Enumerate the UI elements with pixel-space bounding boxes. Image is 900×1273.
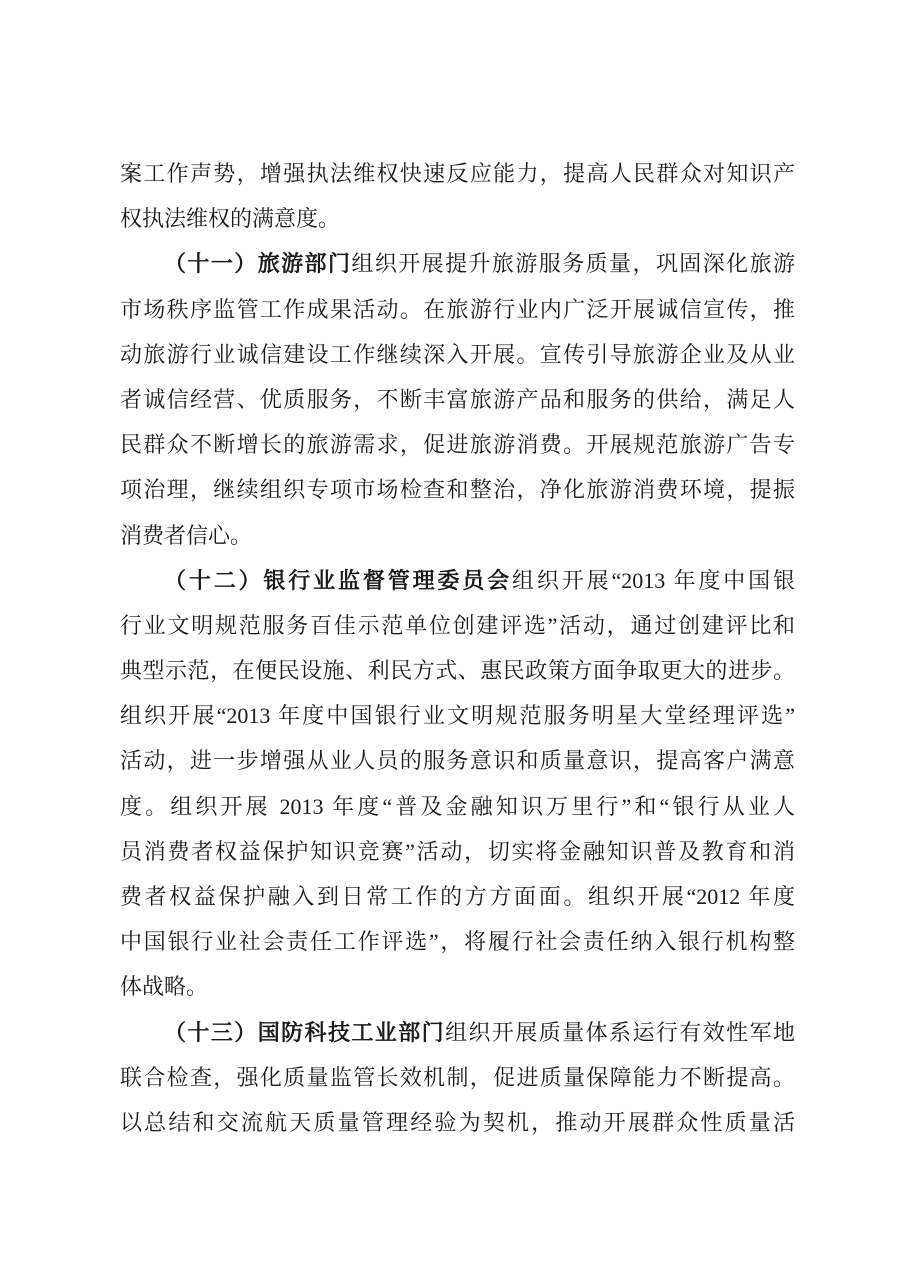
text-line: 典型示范，在便民设施、利民方式、惠民政策方面争取更大的进步。 (120, 658, 795, 684)
section-heading-11: （十一）旅游部门 (164, 251, 352, 277)
text-line: 项治理，继续组织专项市场检查和整治，净化旅游消费环境，提振 (120, 477, 795, 503)
text-line: 组织开展“2013 年度中国银行业文明规范服务明星大堂经理评选” (120, 703, 795, 729)
text-line: 民群众不断增长的旅游需求，促进旅游消费。开展规范旅游广告专 (120, 432, 795, 458)
text-line: 消费者信心。 (120, 522, 253, 548)
text-line: 权执法维权的满意度。 (120, 206, 341, 232)
text-line: 员消费者权益保护知识竞赛”活动，切实将金融知识普及教育和消 (120, 838, 795, 864)
text-line: 动旅游行业诚信建设工作继续深入开展。宣传引导旅游企业及从业 (120, 341, 795, 367)
paragraph-section-13-defense-industry (120, 1010, 795, 1146)
text-line: 案工作声势，增强执法维权快速反应能力，提高人民群众对知识产 (120, 161, 795, 186)
paragraph-continuation (120, 151, 795, 241)
text-line (120, 558, 795, 603)
text-line: 度。组织开展 2013 年度“普及金融知识万里行”和“银行从业人 (120, 793, 795, 819)
text-line: 者诚信经营、优质服务，不断丰富旅游产品和服务的供给，满足人 (120, 386, 795, 412)
text-line (120, 241, 795, 286)
document-text (120, 151, 795, 1145)
text-line: 中国银行业社会责任工作评选”，将履行社会责任纳入银行机构整 (120, 929, 795, 955)
text-line: 费者权益保护融入到日常工作的方方面面。组织开展“2012 年度 (120, 884, 795, 909)
line-text: 组织开展提升旅游服务质量，巩固深化旅游 (351, 251, 795, 277)
paragraph-section-12-banking-regulatory-commission (120, 558, 795, 1010)
text-line: 市场秩序监管工作成果活动。在旅游行业内广泛开展诚信宣传，推 (120, 296, 795, 322)
text-line: 体战略。 (120, 974, 209, 1000)
paragraph-section-11-tourism (120, 241, 795, 557)
text-line: 活动，进一步增强从业人员的服务意识和质量意识，提高客户满意 (120, 748, 795, 774)
line-text: 组织开展“2013 年度中国银 (512, 567, 795, 593)
text-line: 以总结和交流航天质量管理经验为契机，推动开展群众性质量活 (120, 1109, 795, 1135)
text-line: 联合检查，强化质量监管长效机制，促进质量保障能力不断提高。 (120, 1064, 795, 1090)
text-line (120, 1010, 795, 1055)
section-heading-12: （十二）银行业监督管理委员会 (164, 567, 513, 593)
text-line: 行业文明规范服务百佳示范单位创建评选”活动，通过创建评比和 (120, 612, 795, 638)
section-heading-13: （十三）国防科技工业部门 (164, 1019, 446, 1045)
line-text: 组织开展质量体系运行有效性军地 (445, 1019, 795, 1045)
